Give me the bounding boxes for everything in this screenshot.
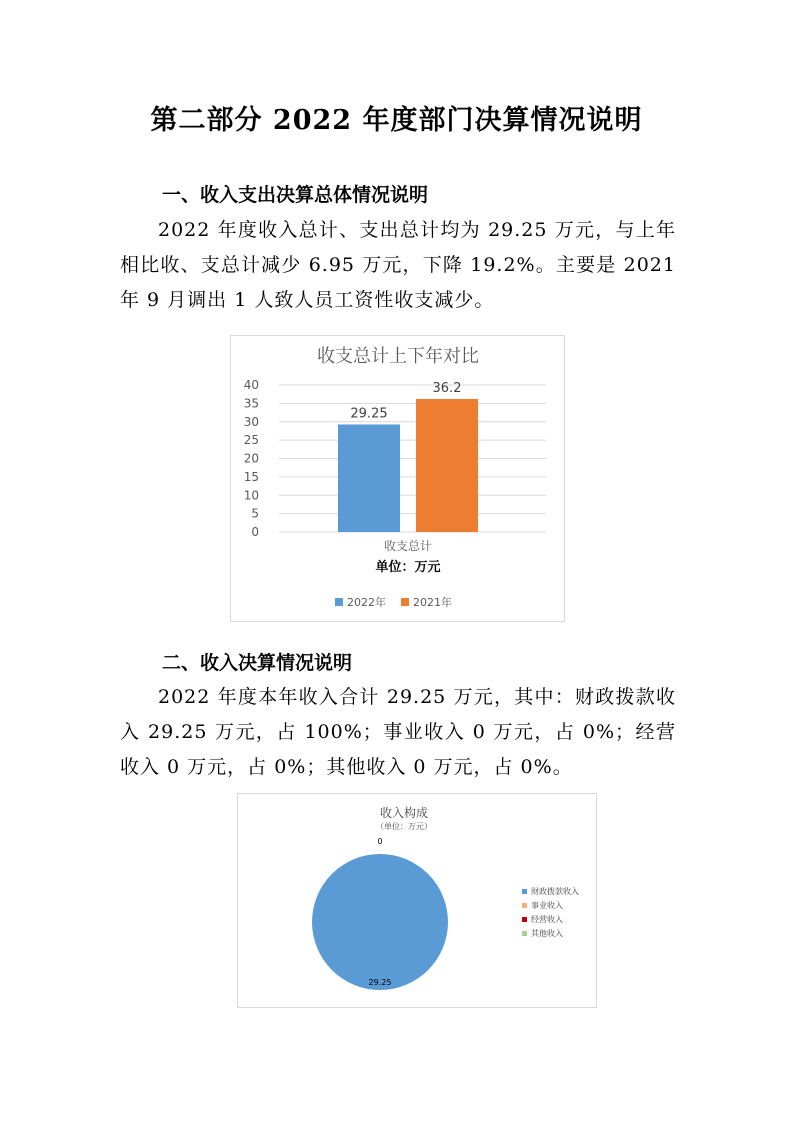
pie-data-label: 0 [377,837,383,846]
bar-y-tick-label: 20 [243,451,259,466]
section-2-paragraph: 2022 年度本年收入合计 29.25 万元，其中：财政拨款收入 29.25 万元，占 100%；事业收入 0 万元，占 0%；经营收入 0 万元，占 0%；其他收入 0 万元，占 0%。 [120,686,676,778]
section-2-heading: 二、收入决算情况说明 [162,652,353,674]
section-1-paragraph: 2022 年度收入总计、支出总计均为 29.25 万元，与上年相比收、支总计减少 6.95 万元，下降 19.2%。主要是 2021 年 9 月调出 1 人致人员工资性收支减少。 [120,219,676,311]
pie-slice-财政拨款收入 [312,854,448,990]
legend-label: 事业收入 [531,901,563,910]
bar-y-tick-label: 0 [251,525,259,539]
legend-label: 2022年 [347,596,386,609]
bar-y-tick-label: 10 [243,488,259,503]
bar-data-label: 36.2 [432,380,462,396]
legend-swatch [522,931,527,936]
legend-label: 2021年 [413,596,452,609]
pie-chart-title: 收入构成 [379,806,429,820]
bar-y-tick-label: 30 [243,414,259,429]
legend-swatch [522,889,527,894]
bar-data-label: 29.25 [350,406,388,422]
legend-swatch [401,598,409,606]
page-title: 第二部分 2022 年度部门决算情况说明 [150,105,643,136]
bar-chart-unit-label: 单位：万元 [375,560,441,575]
bar-2022年 [338,425,400,532]
pie-chart-svg [238,794,598,1009]
pie-chart-subtitle: （单位：万元） [376,822,432,831]
legend-label: 财政拨款收入 [531,887,579,896]
bar-y-tick-label: 15 [243,469,259,484]
bar-chart-category-label: 收支总计 [383,539,433,553]
bar-y-tick-label: 5 [251,506,259,521]
legend-swatch [335,598,343,606]
pie-data-label: 29.25 [368,978,392,987]
bar-chart-svg [231,336,566,623]
bar-y-tick-label: 40 [243,378,259,392]
bar-y-tick-label: 35 [243,396,259,411]
bar-chart [230,335,565,622]
pie-chart [237,793,597,1008]
legend-label: 其他收入 [531,929,563,938]
section-1-heading: 一、收入支出决算总体情况说明 [162,184,429,206]
bar-y-tick-label: 25 [243,433,259,448]
bar-chart-title: 收支总计上下年对比 [317,346,479,367]
legend-label: 经营收入 [531,915,563,924]
legend-swatch [522,903,527,908]
legend-swatch [522,917,527,922]
bar-2021年 [416,399,478,532]
